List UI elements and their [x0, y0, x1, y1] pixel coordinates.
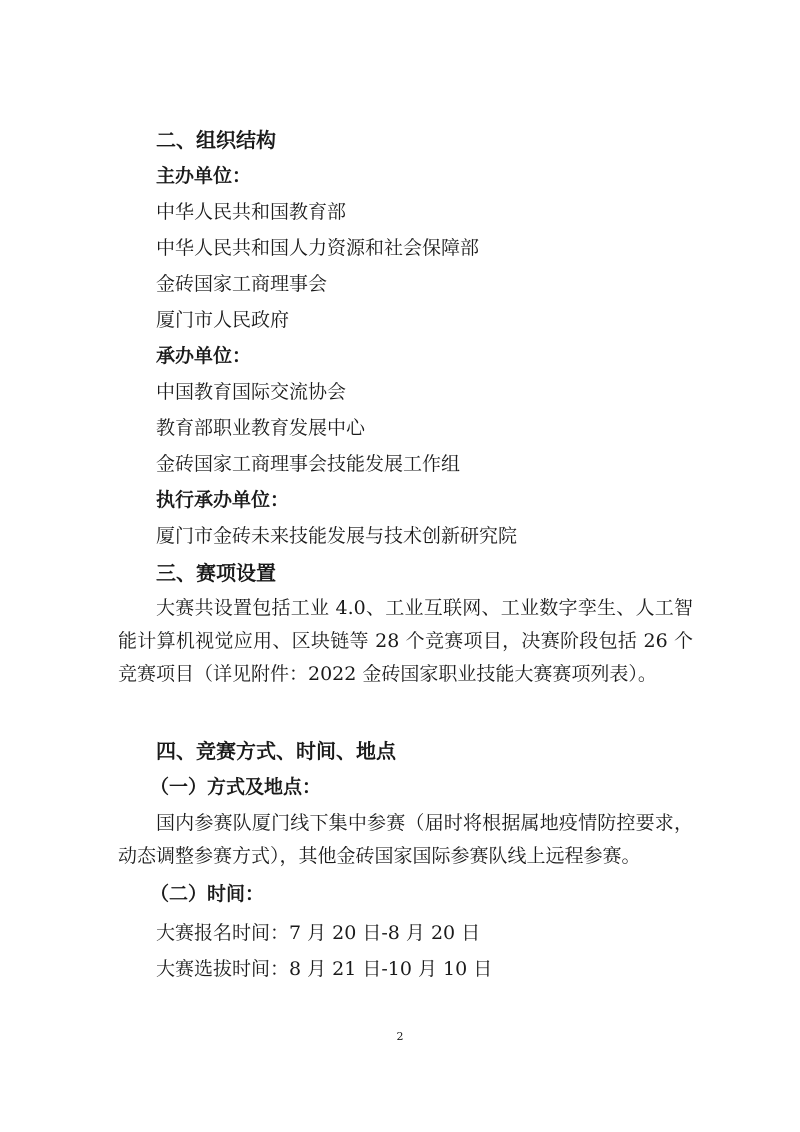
organizer-item: 中国教育国际交流协会 — [156, 381, 347, 403]
time-line: 大赛报名时间：7 月 20 日-8 月 20 日 — [156, 922, 481, 944]
host-item: 金砖国家工商理事会 — [156, 273, 328, 295]
time-subheading: （二）时间： — [150, 883, 265, 905]
section-heading-events: 三、赛项设置 — [156, 561, 276, 585]
section-heading-organization: 二、组织结构 — [156, 128, 276, 152]
host-item: 中华人民共和国人力资源和社会保障部 — [156, 237, 480, 259]
organizer-label: 承办单位： — [156, 345, 252, 367]
organizer-item: 教育部职业教育发展中心 — [156, 417, 366, 439]
host-item: 中华人民共和国教育部 — [156, 201, 347, 223]
executor-item: 厦门市金砖未来技能发展与技术创新研究院 — [156, 525, 518, 547]
time-line: 大赛选拔时间：8 月 21 日-10 月 10 日 — [156, 958, 493, 980]
organizer-item: 金砖国家工商理事会技能发展工作组 — [156, 453, 461, 475]
section-heading-mode: 四、竞赛方式、时间、地点 — [156, 739, 396, 763]
mode-paragraph: 国内参赛队厦门线下集中参赛（届时将根据属地疫情防控要求，动态调整参赛方式），其他金砖国家国际参赛队线上远程参赛。 — [118, 812, 693, 867]
executor-label: 执行承办单位： — [156, 489, 290, 511]
page-number: 2 — [396, 1030, 404, 1043]
host-label: 主办单位： — [156, 165, 252, 187]
host-item: 厦门市人民政府 — [156, 309, 290, 331]
events-paragraph: 大赛共设置包括工业 4.0、工业互联网、工业数字孪生、人工智能计算机视觉应用、区块链等 28 个竞赛项目，决赛阶段包括 26 个竞赛项目（详见附件：2022 金砖国家职业技能大赛赛项列表）。 — [118, 597, 693, 685]
mode-subheading: （一）方式及地点： — [150, 776, 322, 798]
